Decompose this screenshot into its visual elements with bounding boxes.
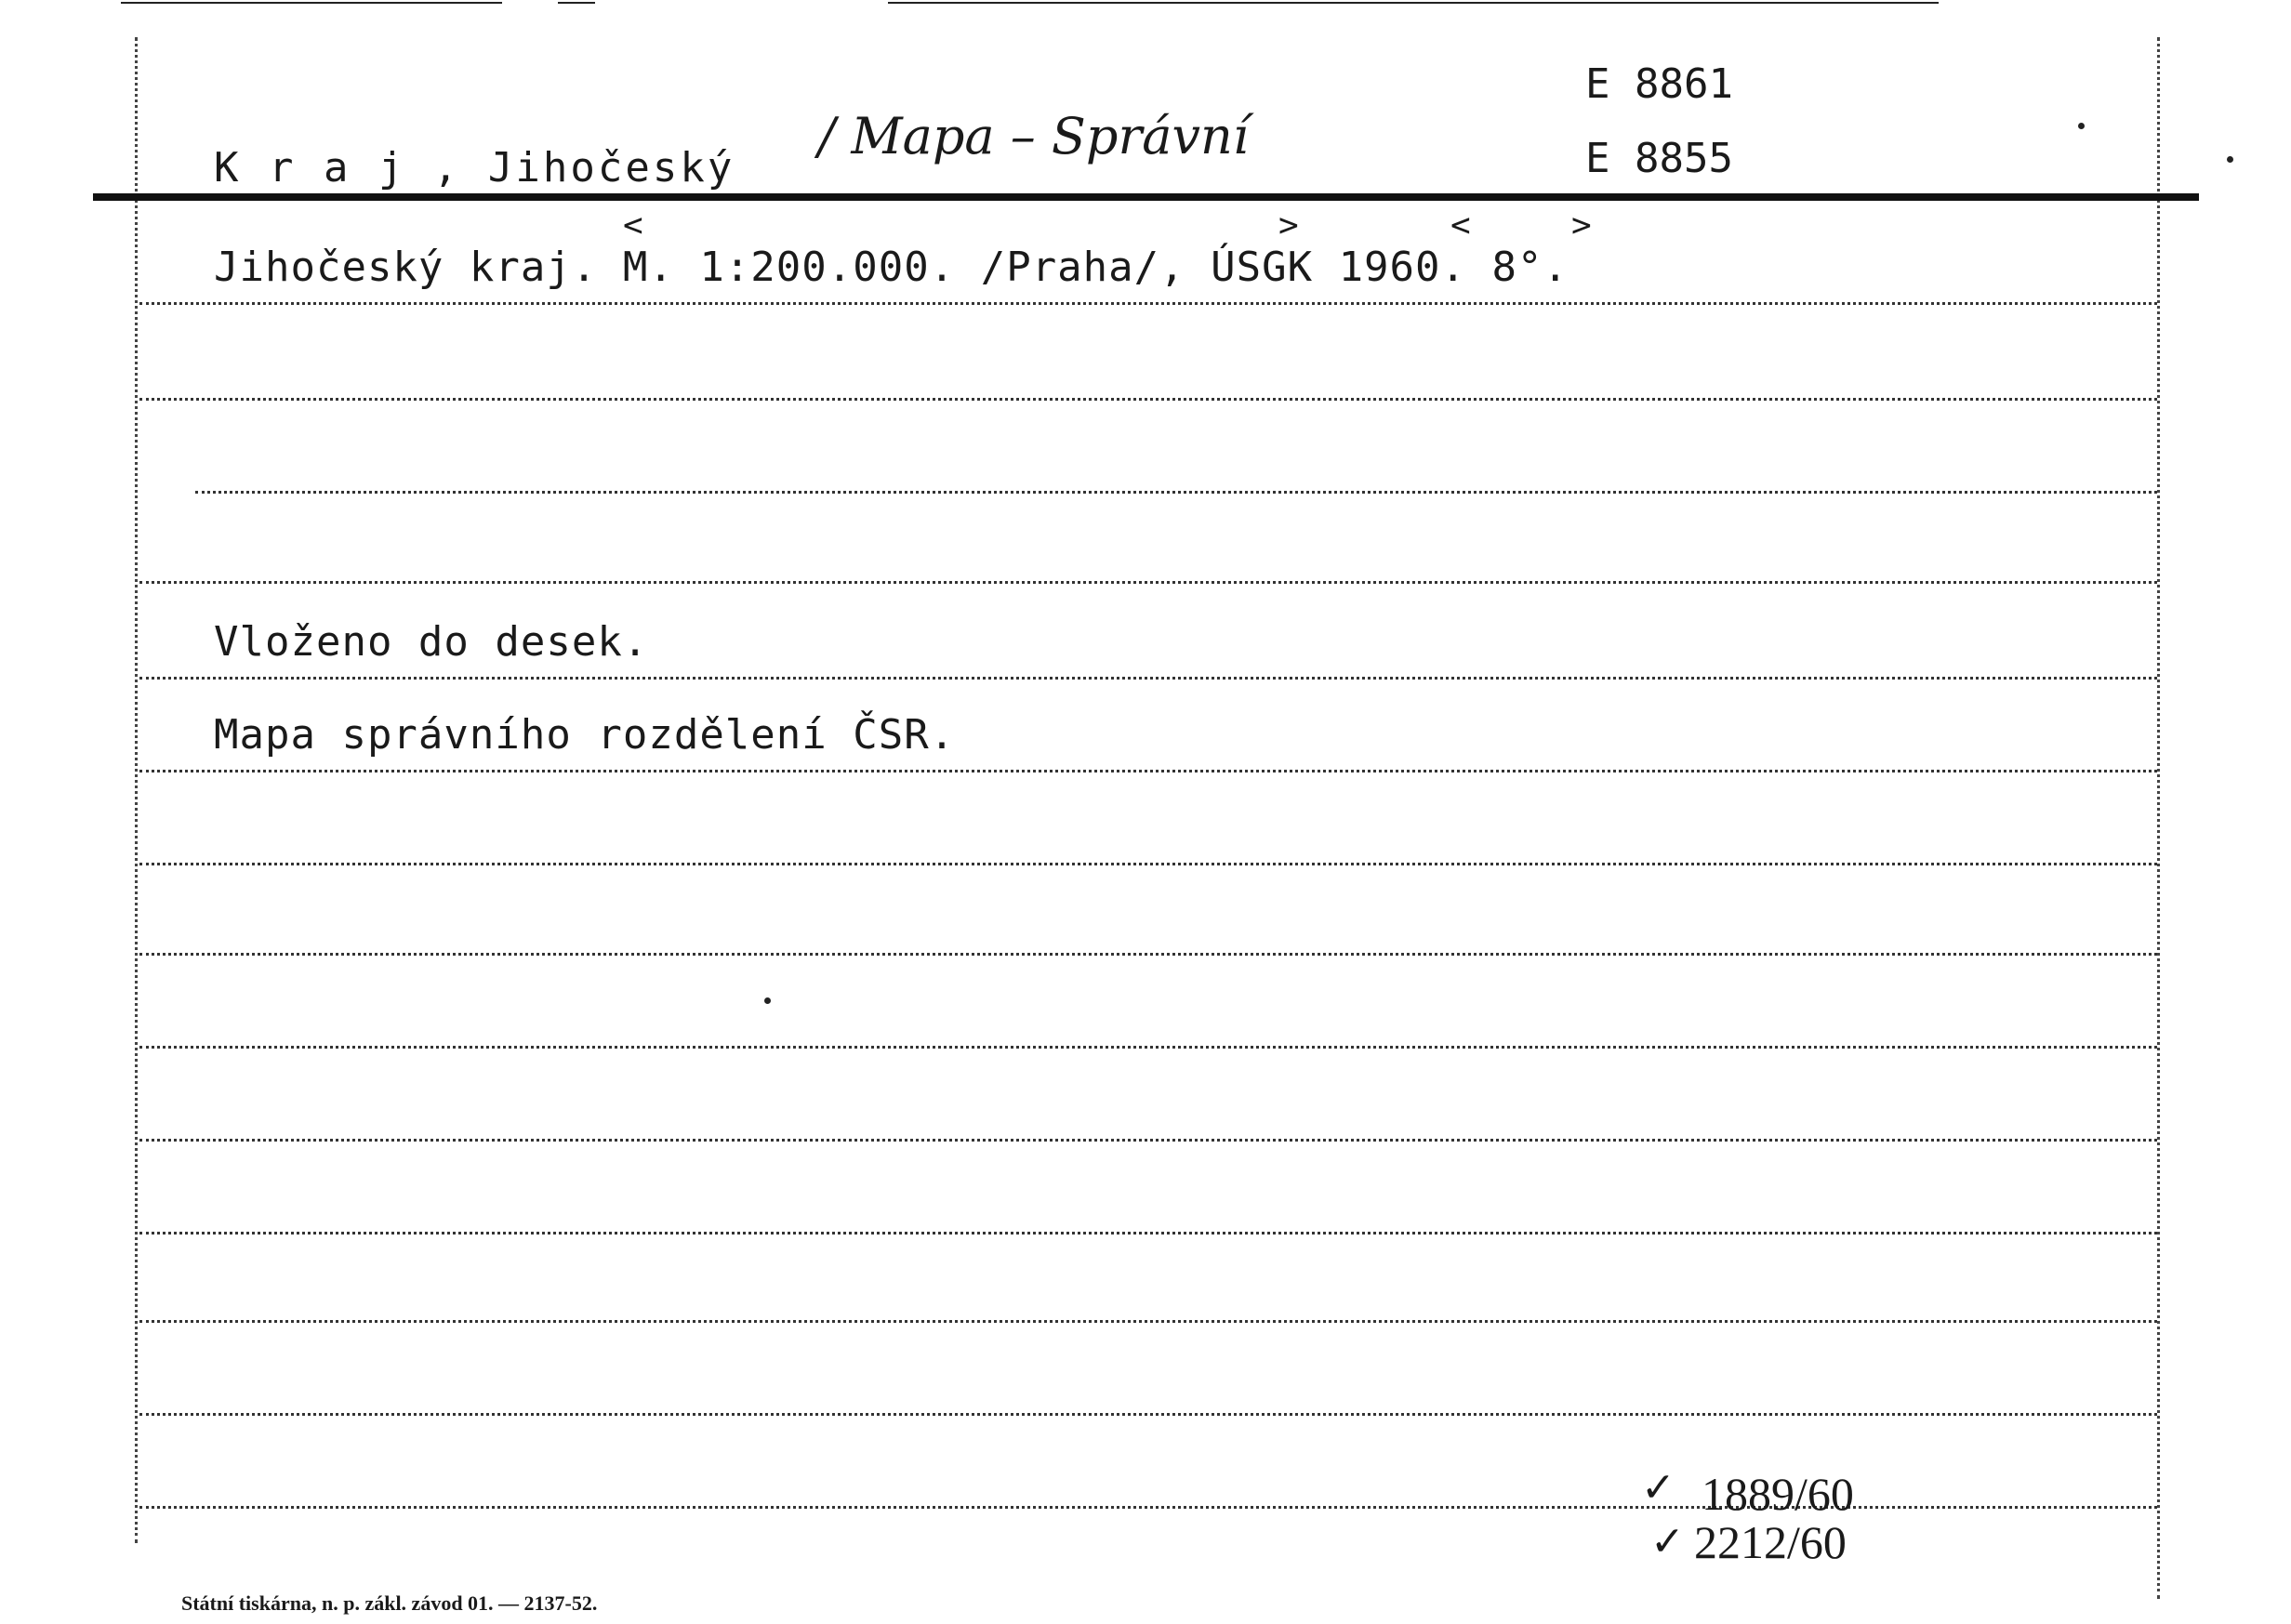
ruled-line bbox=[139, 1413, 2157, 1416]
insert-mark: > bbox=[1571, 206, 1592, 244]
accession-number-1: 1889/60 bbox=[1702, 1468, 1854, 1520]
top-edge-mark bbox=[558, 2, 595, 4]
ruled-line bbox=[139, 953, 2157, 956]
ink-speck bbox=[764, 997, 771, 1004]
ruled-line bbox=[139, 1232, 2157, 1235]
call-number-1: E 8861 bbox=[1585, 60, 1733, 108]
insert-mark: > bbox=[1278, 206, 1299, 244]
ruled-line bbox=[139, 677, 2157, 680]
ruled-line bbox=[139, 1139, 2157, 1142]
ruled-line bbox=[139, 770, 2157, 772]
ink-speck bbox=[2078, 123, 2085, 129]
note-line-1: Vloženo do desek. bbox=[214, 618, 649, 666]
accession-number-2: 2212/60 bbox=[1694, 1516, 1847, 1568]
handwritten-classification: / Mapa – Správní bbox=[818, 107, 1250, 165]
subject-heading: K r a j , Jihočeský bbox=[214, 144, 735, 191]
printer-imprint: Státní tiskárna, n. p. zákl. závod 01. — 2137-52. bbox=[181, 1591, 598, 1615]
insert-mark: < bbox=[623, 206, 643, 244]
ruled-line bbox=[139, 1320, 2157, 1323]
call-number-2: E 8855 bbox=[1585, 135, 1733, 182]
accession-mark: ✓ bbox=[1650, 1519, 1685, 1565]
top-edge-mark bbox=[888, 2, 1939, 4]
accession-mark: ✓ bbox=[1641, 1465, 1675, 1511]
ruled-line bbox=[139, 1046, 2157, 1049]
heading-rule bbox=[93, 193, 2199, 201]
ruled-line bbox=[139, 398, 2157, 401]
bibliographic-title-line: Jihočeský kraj. M. 1:200.000. /Praha/, ÚSGK 1960. 8°. bbox=[214, 244, 1569, 291]
ink-speck bbox=[2227, 156, 2233, 163]
left-margin-rule bbox=[135, 37, 138, 1543]
ruled-line bbox=[139, 863, 2157, 865]
ruled-line bbox=[139, 302, 2157, 305]
top-edge-mark bbox=[121, 2, 502, 4]
ruled-line bbox=[139, 581, 2157, 584]
ruled-line bbox=[139, 1506, 2157, 1509]
ruled-line bbox=[195, 491, 2157, 494]
note-line-2: Mapa správního rozdělení ČSR. bbox=[214, 711, 956, 759]
right-margin-rule bbox=[2157, 37, 2160, 1599]
insert-mark: < bbox=[1450, 206, 1471, 244]
